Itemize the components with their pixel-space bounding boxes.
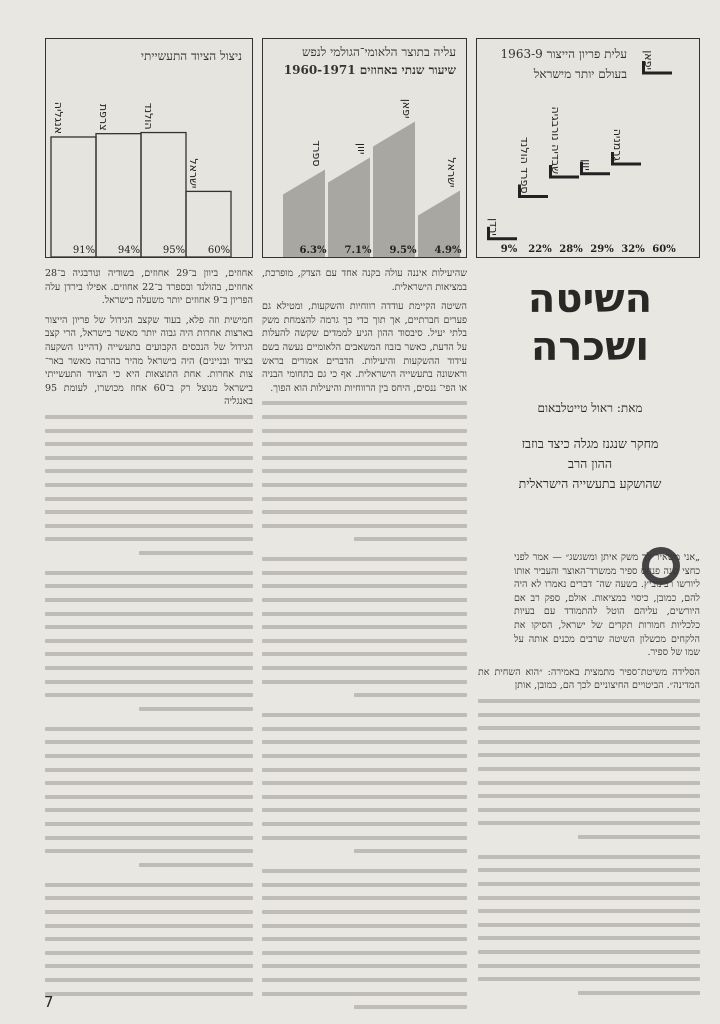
text-line bbox=[45, 524, 253, 528]
text-line bbox=[45, 978, 253, 982]
text-line bbox=[478, 808, 700, 812]
category-label: ספרד הולנד bbox=[518, 136, 531, 194]
text-line bbox=[354, 693, 467, 697]
value-label: 9.5% bbox=[389, 245, 417, 256]
value-label: 4.9% bbox=[434, 245, 462, 256]
text-line bbox=[262, 910, 467, 914]
text-line bbox=[262, 795, 467, 799]
chart-title: עליה בתוצר הלאומי־הגולמי לנפש bbox=[302, 45, 456, 59]
text-line bbox=[262, 652, 467, 656]
text-line bbox=[262, 584, 467, 588]
article-subtitle bbox=[480, 434, 700, 494]
text-line bbox=[262, 896, 467, 900]
text-line bbox=[262, 429, 467, 433]
text-line bbox=[354, 1005, 467, 1009]
chart-subtitle: בעולם יותר מישראל bbox=[533, 67, 627, 81]
text-line bbox=[262, 713, 467, 717]
text-line bbox=[45, 666, 253, 670]
value-label: 9% bbox=[500, 244, 518, 255]
value-label: 91% bbox=[72, 245, 96, 256]
value-label: 7.1% bbox=[344, 245, 372, 256]
text-line bbox=[262, 964, 467, 968]
value-label: 32% bbox=[621, 244, 645, 255]
text-line bbox=[45, 584, 253, 588]
text-line bbox=[478, 855, 700, 859]
bar bbox=[283, 170, 325, 258]
text-line bbox=[139, 863, 253, 867]
text-line bbox=[478, 882, 700, 886]
text-line bbox=[478, 964, 700, 968]
text-line bbox=[478, 868, 700, 872]
text-line bbox=[478, 909, 700, 913]
text-line bbox=[262, 598, 467, 602]
text-line bbox=[262, 666, 467, 670]
text-line bbox=[262, 497, 467, 501]
text-line bbox=[262, 557, 467, 561]
article-header bbox=[480, 275, 700, 494]
text-line bbox=[45, 483, 253, 487]
category-label: ירדן bbox=[487, 218, 500, 236]
text-line bbox=[45, 822, 253, 826]
text-line bbox=[478, 977, 700, 981]
bar bbox=[373, 122, 415, 258]
text-line bbox=[578, 835, 700, 839]
text-line bbox=[45, 727, 253, 731]
text-line bbox=[478, 781, 700, 785]
text-line bbox=[45, 442, 253, 446]
text-line bbox=[262, 978, 467, 982]
text-line bbox=[478, 740, 700, 744]
text-line bbox=[45, 415, 253, 419]
paragraph: „אני משאיר לך משק איתן ומשגשג״ — אמר לפני כחצי שנה פנחס ספיר ממשרד־האוצר והעביר אותו ליורשו רבינוביץ. בשעה שה־ דברים נאמרו לא היה להם, כמובן, כיסוי במציאות. אולם, ספק רב אם היורשים, עליהם הוטל להתמודד עם בעיות כלכליות חמורות תקדים של ישראל, הסיקו את הלקחים מכשלון השיטה שרבים מכנים אותה על שמו של ספיר. bbox=[514, 552, 700, 659]
text-line bbox=[478, 713, 700, 717]
text-line bbox=[139, 551, 253, 555]
chart-gnp-growth bbox=[262, 38, 467, 258]
text-line bbox=[45, 896, 253, 900]
text-line bbox=[262, 781, 467, 785]
text-line bbox=[45, 937, 253, 941]
text-line bbox=[45, 469, 253, 473]
text-line bbox=[45, 924, 253, 928]
text-line bbox=[262, 822, 467, 826]
text-line bbox=[262, 510, 467, 514]
text-column-middle bbox=[262, 267, 467, 1002]
page-number: 7 bbox=[44, 993, 54, 1011]
text-line bbox=[45, 571, 253, 575]
value-label: 22% bbox=[528, 244, 552, 255]
text-line bbox=[45, 951, 253, 955]
category-label: ספרד bbox=[310, 140, 323, 167]
text-line bbox=[45, 429, 253, 433]
text-line bbox=[478, 726, 700, 730]
text-line bbox=[478, 821, 700, 825]
text-line bbox=[262, 442, 467, 446]
paragraph: השיטה הקיימת עודדה רווחיות והשקעות, ומטילא גם פערים חברתיים, אך תוך כדי כך גרמה להצמחת משק בלתי יעיל. סיבסוד ההון הגיע לממדים שקשה להעלות על הדעת, כאשר בזבוז המשאבים הלאומיים נעשה בשם עידוד ההשקעות והיעילות. הדברים אמורים בראש וראשונה בתעשייה הישראלית. אף כי גם בתחומי הבניה או הפי־ ננסים, היחס בין הרווחיות והיעילות הוא הפוך. bbox=[262, 301, 467, 394]
text-continuation bbox=[262, 401, 467, 1009]
category-label: יוון bbox=[355, 143, 368, 155]
text-line bbox=[578, 991, 700, 995]
text-line bbox=[262, 456, 467, 460]
text-line bbox=[45, 693, 253, 697]
text-column-left bbox=[45, 267, 253, 987]
text-line bbox=[262, 836, 467, 840]
text-line bbox=[262, 639, 467, 643]
text-line bbox=[45, 808, 253, 812]
text-line bbox=[262, 740, 467, 744]
bar bbox=[141, 133, 186, 257]
category-label: ישראל bbox=[187, 158, 200, 189]
text-line bbox=[262, 768, 467, 772]
subtitle-line: שהושקע בתעשייה הישראלית bbox=[518, 476, 662, 491]
text-line bbox=[262, 625, 467, 629]
text-line bbox=[262, 727, 467, 731]
text-line bbox=[478, 950, 700, 954]
value-label: 94% bbox=[117, 245, 141, 256]
text-line bbox=[45, 740, 253, 744]
text-line bbox=[354, 849, 467, 853]
value-label: 29% bbox=[590, 244, 614, 255]
text-line bbox=[262, 754, 467, 758]
category-label: גרמניה bbox=[611, 128, 624, 161]
text-line bbox=[354, 537, 467, 541]
text-line bbox=[45, 781, 253, 785]
paragraph: אחוזים, ביוון ב־29 אחוזים, בשודיה ונורבגיה ב־28 אחוזים, בהולנד ובספרד ב־22 אחוזים. אפילו בירדן עלה הפריון ב־9 אחוזים יותר משעלה בישראל. bbox=[45, 268, 254, 307]
text-continuation bbox=[45, 415, 253, 996]
text-line bbox=[262, 808, 467, 812]
text-line bbox=[45, 639, 253, 643]
text-line bbox=[262, 951, 467, 955]
category-label: ישראל bbox=[445, 157, 458, 188]
category-label: אנגליה bbox=[52, 101, 65, 134]
chart-utilization-svg bbox=[46, 39, 254, 259]
text-line bbox=[45, 883, 253, 887]
text-line bbox=[45, 680, 253, 684]
bar bbox=[328, 158, 370, 258]
text-column-right bbox=[478, 551, 700, 1001]
text-line bbox=[45, 910, 253, 914]
category-label: צרפת bbox=[97, 103, 110, 131]
text-line bbox=[45, 992, 253, 996]
chart-productivity-growth bbox=[476, 38, 700, 258]
paragraph: הסלידה משיטת־ספיר מתמצית באמירה: ״הוא השחית את המדינה״. הביטויים החיצוניים לכך הם, כמובן, אותן bbox=[478, 666, 700, 692]
text-line bbox=[45, 652, 253, 656]
bar bbox=[96, 134, 141, 257]
text-line bbox=[45, 598, 253, 602]
chart-title: ניצול הציוד התעשייתי bbox=[140, 49, 242, 63]
value-label: 95% bbox=[162, 245, 186, 256]
text-line bbox=[478, 896, 700, 900]
text-continuation bbox=[478, 699, 700, 995]
text-line bbox=[478, 699, 700, 703]
text-line bbox=[478, 753, 700, 757]
value-label: 28% bbox=[559, 244, 583, 255]
byline: מאת: ראול טייטלבאום bbox=[537, 401, 643, 415]
text-line bbox=[45, 768, 253, 772]
text-line bbox=[262, 612, 467, 616]
article-title-line-1: השיטה bbox=[527, 276, 653, 322]
text-line bbox=[262, 680, 467, 684]
text-line bbox=[262, 483, 467, 487]
text-line bbox=[262, 937, 467, 941]
text-line bbox=[478, 794, 700, 798]
text-line bbox=[478, 767, 700, 771]
text-line bbox=[262, 924, 467, 928]
value-label: 60% bbox=[652, 244, 676, 255]
value-label: 60% bbox=[207, 245, 231, 256]
chart-subtitle: שיעור שנתי באחוזים 1960-1971 bbox=[283, 63, 456, 77]
text-line bbox=[45, 510, 253, 514]
subtitle-line: ההון הרב bbox=[567, 456, 613, 471]
category-label: יפאן bbox=[642, 50, 655, 70]
text-line bbox=[262, 992, 467, 996]
text-line bbox=[45, 456, 253, 460]
subtitle-line: מחקר שנגנז מגלה כיצד בוזבז bbox=[521, 436, 659, 451]
text-line bbox=[262, 869, 467, 873]
text-line bbox=[262, 524, 467, 528]
text-line bbox=[139, 707, 253, 711]
bar bbox=[51, 137, 96, 257]
text-line bbox=[45, 612, 253, 616]
chart-equipment-utilization bbox=[45, 38, 253, 258]
category-label: הולנד bbox=[142, 102, 155, 130]
text-line bbox=[45, 795, 253, 799]
category-label: שבדיה נורבגיה bbox=[549, 106, 562, 174]
text-line bbox=[45, 849, 253, 853]
category-label: יוון bbox=[580, 159, 593, 171]
category-label: יפאן bbox=[400, 98, 413, 119]
text-line bbox=[45, 964, 253, 968]
text-line bbox=[262, 415, 467, 419]
value-label: 6.3% bbox=[299, 245, 327, 256]
paragraph: חמישית וזה פלא, בעוד שקצב הגידול של פריון הייצור בארצות אחרות היה גבוה יותר מאשר בישראל, הרי קצב הגידול של הנכסים הקבועים בתעשייה (דהיינו השקעה בציוד ובניינים) היה בישראל מהיר בהרבה מאשר באר־ צות אחרות. אחת התוצאות היא כי הציוד התעשייתי בישראל מנוצל רק ב־60 אחוז מכושרו, לעומת 95 באנגליה bbox=[45, 314, 253, 408]
text-line bbox=[45, 836, 253, 840]
chart-title: עלית פריון הייצור 1963-9 bbox=[500, 47, 627, 61]
article-title-line-2: ושכרה bbox=[530, 324, 650, 370]
text-line bbox=[45, 754, 253, 758]
text-line bbox=[45, 537, 253, 541]
text-line bbox=[262, 401, 467, 405]
text-line bbox=[45, 497, 253, 501]
text-line bbox=[262, 883, 467, 887]
text-line bbox=[262, 469, 467, 473]
text-line bbox=[478, 936, 700, 940]
text-line bbox=[262, 571, 467, 575]
text-line bbox=[45, 625, 253, 629]
text-line bbox=[478, 923, 700, 927]
paragraph: שהיעילות איננה עולה בקנה אחד עם הצדק, מופרכת, במציאות הישראלית. bbox=[262, 268, 467, 293]
